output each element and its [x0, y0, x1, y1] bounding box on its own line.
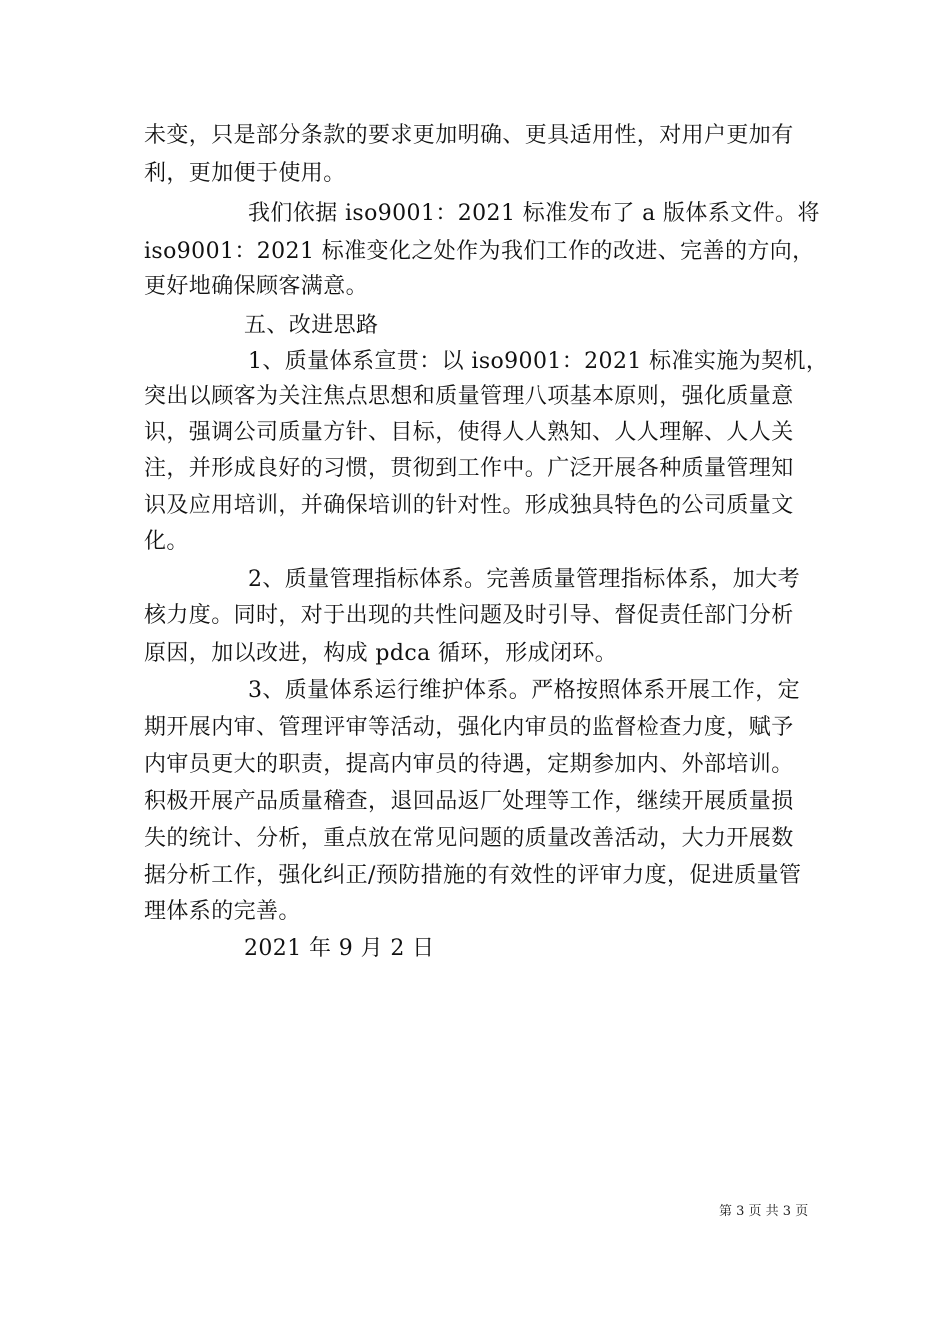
- paragraph-first-line: 2、质量管理指标体系。完善质量管理指标体系，加大考: [248, 567, 800, 592]
- body-text-line: 原因，加以改进，构成 pdca 循环，形成闭环。: [144, 641, 618, 666]
- body-text-line: 识，强调公司质量方针、目标，使得人人熟知、人人理解、人人关: [144, 420, 794, 445]
- page-number-footer: 第 3 页 共 3 页: [719, 1204, 809, 1219]
- body-text-line: 核力度。同时，对于出现的共性问题及时引导、督促责任部门分析: [144, 603, 794, 628]
- document-date: 2021 年 9 月 2 日: [244, 936, 435, 961]
- section-heading: 五、改进思路: [244, 313, 379, 338]
- body-text-line: 识及应用培训，并确保培训的针对性。形成独具特色的公司质量文: [144, 493, 794, 518]
- body-text-line: 突出以顾客为关注焦点思想和质量管理八项基本原则，强化质量意: [144, 384, 794, 409]
- body-text-line: 失的统计、分析，重点放在常见问题的质量改善活动，大力开展数: [144, 826, 794, 851]
- body-text-line: 化。: [144, 529, 189, 554]
- body-text-line: 理体系的完善。: [144, 899, 301, 924]
- paragraph-first-line: 3、质量体系运行维护体系。严格按照体系开展工作，定: [248, 678, 800, 703]
- paragraph-first-line: 1、质量体系宣贯：以 iso9001：2021 标准实施为契机，: [248, 349, 829, 374]
- body-text-line: 注，并形成良好的习惯，贯彻到工作中。广泛开展各种质量管理知: [144, 456, 794, 481]
- body-text-line: 内审员更大的职责，提高内审员的待遇，定期参加内、外部培训。: [144, 752, 794, 777]
- body-text-line: 积极开展产品质量稽查，退回品返厂处理等工作，继续开展质量损: [144, 789, 794, 814]
- body-text-line: 据分析工作，强化纠正/预防措施的有效性的评审力度，促进质量管: [144, 863, 802, 888]
- body-text-line: 期开展内审、管理评审等活动，强化内审员的监督检查力度，赋予: [144, 715, 794, 740]
- paragraph-first-line: 我们依据 iso9001：2021 标准发布了 a 版体系文件。将: [248, 201, 820, 226]
- body-text-line: 未变，只是部分条款的要求更加明确、更具适用性，对用户更加有: [144, 123, 794, 148]
- body-text-line: 更好地确保顾客满意。: [144, 274, 369, 299]
- body-text-line: iso9001：2021 标准变化之处作为我们工作的改进、完善的方向，: [144, 239, 815, 264]
- body-text-line: 利，更加便于使用。: [144, 161, 346, 186]
